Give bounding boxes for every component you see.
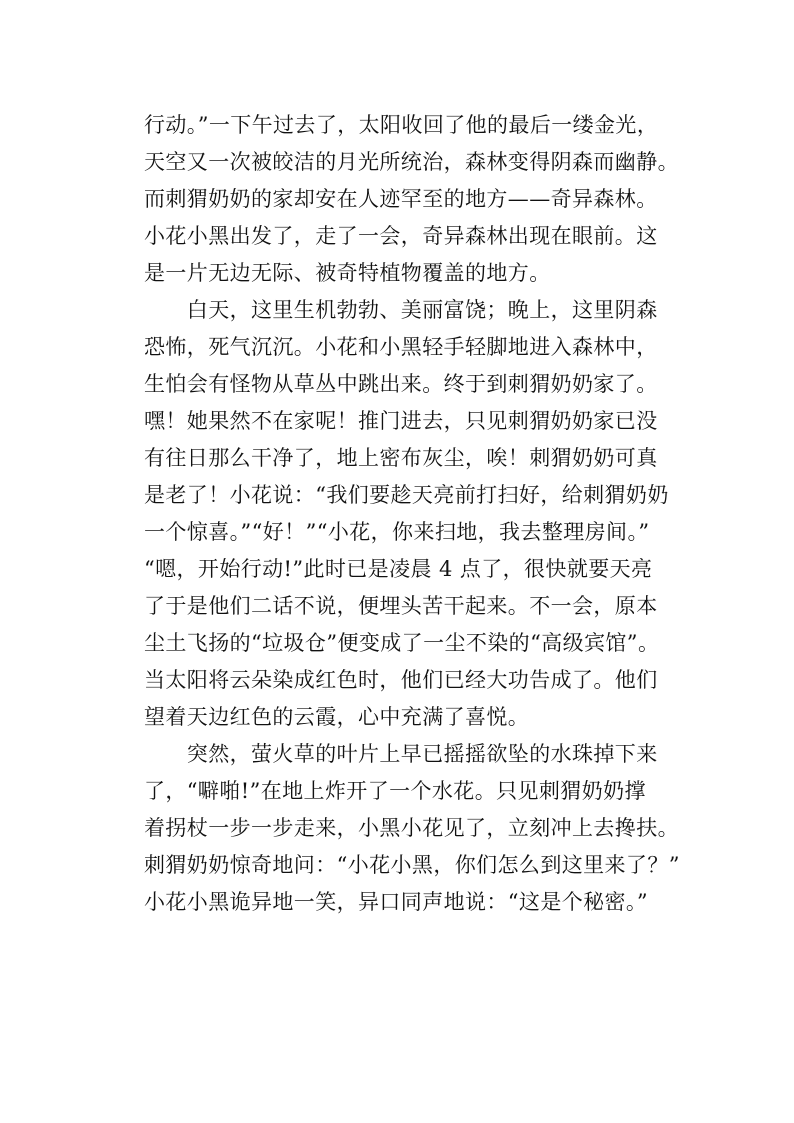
- text-line: 着拐杖一步一步走来，小黑小花见了，立刻冲上去搀扶。: [144, 816, 679, 840]
- text-line: 嘿！她果然不在家呢！推门进去，只见刺猬奶奶家已没: [144, 409, 658, 433]
- text-line: 小花小黑诡异地一笑，异口同声地说：“这是个秘密。”: [144, 890, 648, 914]
- text-line: 是老了！小花说：“我们要趁天亮前打扫好，给刺猬奶奶: [144, 483, 669, 507]
- text-line: 尘土飞扬的“垃圾仓”便变成了一尘不染的“高级宾馆”。: [144, 631, 660, 655]
- text-line: 生怕会有怪物从草丛中跳出来。终于到刺猬奶奶家了。: [144, 372, 658, 396]
- text-line: 是一片无边无际、被奇特植物覆盖的地方。: [144, 261, 551, 285]
- text-line: 了于是他们二话不说，便埋头苦干起来。不一会，原本: [144, 594, 658, 618]
- text-line: 而刺猬奶奶的家却安在人迹罕至的地方——奇异森林。: [144, 187, 658, 211]
- text-line: 天空又一次被皎洁的月光所统治，森林变得阴森而幽静。: [144, 150, 679, 174]
- text-line: 白天，这里生机勃勃、美丽富饶；晚上，这里阴森: [144, 298, 658, 322]
- text-line: 恐怖，死气沉沉。小花和小黑轻手轻脚地进入森林中，: [144, 335, 658, 359]
- story-text: [144, 107, 704, 921]
- text-line: 了，“噼啪!”在地上炸开了一个水花。只见刺猬奶奶撑: [144, 779, 646, 803]
- text-line: 当太阳将云朵染成红色时，他们已经大功告成了。他们: [144, 668, 658, 692]
- text-line: 突然，萤火草的叶片上早已摇摇欲坠的水珠掉下来: [144, 742, 658, 766]
- text-line: 刺猬奶奶惊奇地问：“小花小黑，你们怎么到这里来了？”: [144, 853, 680, 877]
- text-line: 小花小黑出发了，走了一会，奇异森林出现在眼前。这: [144, 224, 658, 248]
- text-line: 望着天边红色的云霞，心中充满了喜悦。: [144, 705, 530, 729]
- text-line: 有往日那么干净了，地上密布灰尘，唉！刺猬奶奶可真: [144, 446, 658, 470]
- text-line: “嗯，开始行动!”此时已是凌晨 4 点了，很快就要天亮: [144, 557, 653, 581]
- text-line: 一个惊喜。”“好！”“小花，你来扫地，我去整理房间。”: [144, 520, 650, 544]
- text-line: 行动。”一下午过去了，太阳收回了他的最后一缕金光，: [144, 113, 659, 137]
